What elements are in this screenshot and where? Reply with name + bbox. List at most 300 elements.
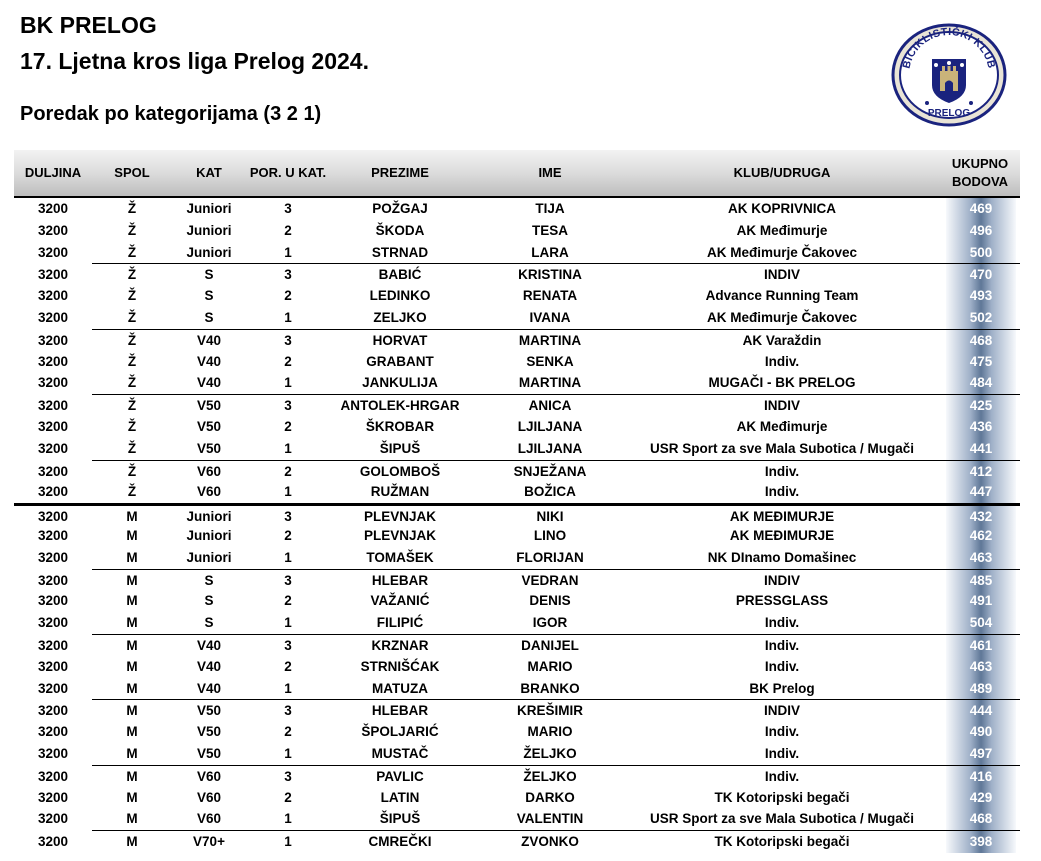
table-row [14,830,1020,852]
cell-por: 1 [284,440,292,456]
page-subtitle: 17. Ljetna kros liga Prelog 2024. [20,48,369,74]
cell-klub: TK Kotoripski begači [714,834,850,850]
col-por-u-kat: POR. U KAT. [249,165,327,180]
cell-spol: Ž [127,398,137,414]
cell-bodovi [946,372,1016,394]
cell-ime: ZVONKO [521,834,579,850]
cell-spol: Ž [127,288,137,304]
points-badge: 463 [946,547,1016,569]
cell-spol: Ž [127,222,137,238]
points-badge: 496 [946,220,1016,242]
cell-duljina: 3200 [37,353,69,369]
cell-ime: MARTINA [518,332,582,348]
club-logo [890,23,1008,127]
table-row [14,307,1020,329]
cell-spol: M [126,703,138,719]
col-ukupno: UKUPNO BODOVA [951,156,1009,189]
cell-ime: MARIO [527,724,573,740]
cell-duljina: 3200 [37,309,69,325]
table-row [14,721,1020,743]
cell-spol: Ž [127,463,137,479]
points-badge: 416 [946,766,1016,788]
cell-por: 1 [284,615,292,631]
table-row [14,285,1020,307]
cell-klub: AK MEĐIMURJE [729,527,835,543]
cell-spol: Ž [127,375,137,391]
cell-kat: V40 [196,658,222,674]
cell-kat: S [204,593,214,609]
points-badge: 502 [946,307,1016,329]
cell-prezime: MATUZA [372,680,428,696]
cell-duljina: 3200 [37,724,69,740]
cell-prezime: JANKULIJA [362,375,438,391]
cell-duljina: 3200 [37,768,69,784]
table-header [14,150,1020,198]
cell-ime: LJILJANA [517,418,583,434]
cell-por: 3 [284,332,292,348]
cell-duljina: 3200 [37,509,69,525]
cell-bodovi [946,678,1016,700]
cell-klub: INDIV [763,398,800,414]
points-badge: 475 [946,351,1016,373]
cell-duljina: 3200 [37,463,69,479]
cell-duljina: 3200 [37,680,69,696]
cell-spol: M [126,745,138,761]
cell-prezime: ŠKODA [375,222,425,238]
cell-duljina: 3200 [37,789,69,805]
cell-kat: Juniori [186,244,232,260]
cell-kat: S [204,615,214,631]
cell-klub: Indiv. [764,745,800,761]
cell-klub: TK Kotoripski begači [714,789,850,805]
cell-por: 1 [284,745,292,761]
cell-spol: M [126,834,138,850]
cell-duljina: 3200 [37,834,69,850]
table-row [14,503,1020,525]
cell-klub: USR Sport za sve Mala Subotica / Mugači [649,811,915,827]
cell-spol: Ž [127,418,137,434]
page-title: BK PRELOG [20,12,157,38]
cell-ime: BOŽICA [524,484,576,500]
points-badge: 468 [946,330,1016,352]
cell-duljina: 3200 [37,332,69,348]
points-badge: 441 [946,438,1016,460]
cell-klub: INDIV [763,703,800,719]
points-badge: 500 [946,242,1016,264]
cell-duljina: 3200 [37,418,69,434]
cell-por: 1 [284,680,292,696]
cell-spol: Ž [127,353,137,369]
cell-klub: Indiv. [764,637,800,653]
cell-ime: BRANKO [520,680,580,696]
cell-prezime: PAVLIC [376,768,424,784]
points-badge: 444 [946,700,1016,722]
points-badge: 484 [946,372,1016,394]
cell-ime: NIKI [536,509,564,525]
cell-klub: Indiv. [764,724,800,740]
points-badge: 461 [946,635,1016,657]
cell-duljina: 3200 [37,244,69,260]
cell-prezime: ŠKROBAR [365,418,435,434]
cell-spol: M [126,527,138,543]
cell-spol: Ž [127,440,137,456]
cell-kat: V50 [196,440,222,456]
cell-bodovi [946,285,1016,307]
cell-ime: SNJEŽANA [513,463,587,479]
cell-bodovi [946,416,1016,438]
table-row [14,525,1020,547]
logo-text-bottom: PRELOG [927,108,971,119]
cell-spol: Ž [127,309,137,325]
cell-prezime: KRZNAR [371,637,429,653]
cell-kat: Juniori [186,509,232,525]
points-badge: 490 [946,721,1016,743]
cell-bodovi [946,590,1016,612]
points-badge: 429 [946,787,1016,809]
cell-por: 2 [284,593,292,609]
cell-prezime: PLEVNJAK [363,527,436,543]
cell-ime: DARKO [525,789,575,805]
cell-klub: INDIV [763,267,800,283]
cell-prezime: HORVAT [372,332,428,348]
cell-kat: Juniori [186,201,232,216]
cell-kat: V40 [196,375,222,391]
cell-ime: FLORIJAN [516,549,584,565]
cell-bodovi [946,547,1016,569]
cell-kat: V60 [196,789,222,805]
points-badge: 425 [946,395,1016,417]
cell-prezime: ŠIPUŠ [379,811,421,827]
cell-spol: M [126,789,138,805]
cell-por: 1 [284,549,292,565]
table-row [14,198,1020,220]
cell-ime: TESA [531,222,568,238]
cell-duljina: 3200 [37,527,69,543]
cell-por: 2 [284,658,292,674]
cell-klub: Indiv. [764,484,800,500]
table-row [14,547,1020,569]
cell-prezime: TOMAŠEK [366,549,434,565]
points-badge: 462 [946,525,1016,547]
cell-duljina: 3200 [37,658,69,674]
cell-por: 1 [284,309,292,325]
cell-klub: PRESSGLASS [735,593,829,609]
cell-por: 2 [284,724,292,740]
cell-por: 2 [284,463,292,479]
points-badge: 436 [946,416,1016,438]
cell-por: 2 [284,353,292,369]
cell-bodovi [946,242,1016,264]
cell-kat: S [204,572,214,588]
cell-spol: M [126,572,138,588]
cell-por: 3 [284,572,292,588]
cell-kat: Juniori [186,527,232,543]
section-title: Poredak po kategorijama (3 2 1) [20,103,322,125]
cell-ime: VEDRAN [521,572,579,588]
cell-por: 2 [284,222,292,238]
cell-spol: Ž [127,332,137,348]
table-row [14,569,1020,591]
col-spol: SPOL [114,165,150,180]
cell-kat: V50 [196,703,222,719]
table-row [14,263,1020,285]
points-badge: 504 [946,612,1016,634]
cell-duljina: 3200 [37,811,69,827]
table-row [14,242,1020,264]
cell-kat: V50 [196,745,222,761]
logo-text-top: BICIKLISTIČKI KLUB [900,25,998,70]
cell-kat: V40 [196,332,222,348]
table-row [14,634,1020,656]
cell-kat: V50 [196,418,222,434]
cell-spol: M [126,680,138,696]
cell-kat: V40 [196,680,222,696]
cell-bodovi [946,264,1016,286]
cell-por: 3 [284,703,292,719]
cell-ime: LINO [533,527,567,543]
points-badge: 485 [946,570,1016,592]
cell-ime: MARTINA [518,375,582,391]
cell-kat: V60 [196,811,222,827]
cell-kat: V60 [196,463,222,479]
cell-ime: KRISTINA [518,267,582,283]
cell-prezime: GRABANT [366,353,434,369]
cell-duljina: 3200 [37,615,69,631]
cell-bodovi [946,787,1016,809]
cell-bodovi [946,700,1016,722]
table-row [14,394,1020,416]
cell-spol: M [126,811,138,827]
cell-klub: AK Varaždin [742,332,822,348]
col-klub: KLUB/UDRUGA [733,165,831,180]
cell-bodovi [946,461,1016,483]
cell-klub: MUGAČI - BK PRELOG [708,375,856,391]
cell-duljina: 3200 [37,484,69,500]
cell-klub: USR Sport za sve Mala Subotica / Mugači [649,440,915,456]
points-badge: 470 [946,264,1016,286]
cell-bodovi [946,808,1016,830]
cell-spol: Ž [127,484,137,500]
points-badge: 463 [946,656,1016,678]
results-table [14,198,1020,852]
cell-por: 2 [284,527,292,543]
cell-bodovi [946,656,1016,678]
cell-bodovi [946,220,1016,242]
cell-ime: SENKA [526,353,574,369]
cell-por: 1 [284,244,292,260]
cell-prezime: ANTOLEK-HRGAR [340,398,460,414]
cell-ime: DENIS [529,593,571,609]
points-badge: 398 [946,831,1016,853]
cell-spol: M [126,509,138,525]
points-badge: 489 [946,678,1016,700]
cell-klub: Indiv. [764,615,800,631]
cell-duljina: 3200 [37,375,69,391]
cell-prezime: STRNIŠĆAK [360,658,440,674]
table-row [14,612,1020,634]
cell-kat: V40 [196,637,222,653]
points-badge: 432 [946,506,1016,528]
cell-spol: M [126,637,138,653]
cell-kat: Juniori [186,222,232,238]
points-badge: 447 [946,481,1016,503]
cell-bodovi [946,570,1016,592]
cell-duljina: 3200 [37,703,69,719]
cell-duljina: 3200 [37,572,69,588]
cell-duljina: 3200 [37,288,69,304]
cell-duljina: 3200 [37,222,69,238]
cell-kat: Juniori [186,549,232,565]
cell-bodovi [946,438,1016,460]
cell-por: 2 [284,288,292,304]
cell-prezime: VAŽANIĆ [370,593,430,609]
cell-ime: MARIO [527,658,573,674]
cell-spol: M [126,724,138,740]
cell-prezime: HLEBAR [371,572,429,588]
cell-ime: DANIJEL [521,637,579,653]
cell-spol: M [126,768,138,784]
cell-klub: Indiv. [764,658,800,674]
cell-prezime: POŽGAJ [372,201,428,216]
table-row [14,590,1020,612]
cell-ime: ŽELJKO [523,768,577,784]
cell-klub: Indiv. [764,353,800,369]
cell-kat: S [204,309,214,325]
cell-bodovi [946,330,1016,352]
cell-duljina: 3200 [37,398,69,414]
cell-spol: Ž [127,244,137,260]
cell-duljina: 3200 [37,593,69,609]
cell-spol: M [126,549,138,565]
cell-prezime: STRNAD [371,244,429,260]
cell-ime: IVANA [529,309,571,325]
cell-por: 3 [284,201,292,216]
cell-duljina: 3200 [37,549,69,565]
cell-prezime: CMREČKI [368,834,432,850]
cell-klub: AK Međimurje [736,418,828,434]
cell-prezime: LEDINKO [369,288,431,304]
points-badge: 493 [946,285,1016,307]
cell-bodovi [946,831,1016,853]
cell-spol: M [126,615,138,631]
cell-bodovi [946,743,1016,765]
cell-kat: V50 [196,724,222,740]
cell-klub: BK Prelog [749,680,815,696]
cell-por: 2 [284,789,292,805]
cell-spol: Ž [127,267,137,283]
points-badge: 468 [946,808,1016,830]
cell-ime: KREŠIMIR [516,703,583,719]
col-ime: IME [538,165,562,180]
cell-klub: AK Međimurje Čakovec [706,244,858,260]
table-row [14,416,1020,438]
cell-duljina: 3200 [37,201,69,216]
cell-ime: IGOR [532,615,568,631]
cell-bodovi [946,481,1016,503]
cell-por: 1 [284,375,292,391]
cell-bodovi [946,198,1016,220]
cell-prezime: PLEVNJAK [363,509,436,525]
cell-kat: V50 [196,398,222,414]
cell-duljina: 3200 [37,267,69,283]
cell-prezime: HLEBAR [371,703,429,719]
cell-klub: AK Međimurje [736,222,828,238]
cell-prezime: ŠPOLJARIĆ [361,724,439,740]
cell-kat: V40 [196,353,222,369]
cell-klub: INDIV [763,572,800,588]
cell-prezime: RUŽMAN [370,484,430,500]
table-row [14,220,1020,242]
cell-klub: Advance Running Team [705,288,859,304]
points-badge: 497 [946,743,1016,765]
table-row [14,743,1020,765]
cell-por: 3 [284,637,292,653]
cell-bodovi [946,766,1016,788]
cell-prezime: FILIPIĆ [376,615,424,631]
table-row [14,460,1020,482]
cell-kat: V70+ [193,834,225,850]
cell-klub: NK DInamo Domašinec [707,549,857,565]
cell-por: 3 [284,509,292,525]
cell-prezime: BABIĆ [378,267,422,283]
table-row [14,787,1020,809]
cell-prezime: GOLOMBOŠ [359,463,441,479]
cell-por: 3 [284,398,292,414]
cell-duljina: 3200 [37,637,69,653]
cell-prezime: LATIN [380,789,420,805]
table-row [14,765,1020,787]
table-row [14,372,1020,394]
points-badge: 469 [946,198,1016,220]
cell-bodovi [946,351,1016,373]
table-row [14,351,1020,373]
cell-prezime: ŠIPUŠ [379,440,421,456]
cell-bodovi [946,612,1016,634]
cell-klub: AK KOPRIVNICA [727,201,836,216]
cell-ime: LARA [531,244,569,260]
cell-bodovi [946,721,1016,743]
cell-kat: V60 [196,484,222,500]
cell-klub: Indiv. [764,463,800,479]
cell-kat: S [204,267,214,283]
cell-ime: ANICA [528,398,572,414]
cell-por: 2 [284,418,292,434]
cell-bodovi [946,525,1016,547]
cell-klub: AK MEĐIMURJE [729,509,835,525]
cell-ime: ŽELJKO [523,745,577,761]
col-prezime: PREZIME [371,165,429,180]
points-badge: 491 [946,590,1016,612]
cell-spol: M [126,658,138,674]
cell-bodovi [946,307,1016,329]
cell-ime: RENATA [522,288,578,304]
cell-klub: AK Međimurje Čakovec [706,309,858,325]
cell-kat: S [204,288,214,304]
cell-por: 1 [284,484,292,500]
cell-klub: Indiv. [764,768,800,784]
cell-kat: V60 [196,768,222,784]
table-row [14,808,1020,830]
table-row [14,438,1020,460]
cell-por: 1 [284,834,292,850]
cell-por: 3 [284,267,292,283]
cell-prezime: MUSTAČ [371,745,429,761]
cell-por: 3 [284,768,292,784]
cell-duljina: 3200 [37,745,69,761]
col-duljina: DULJINA [24,165,82,180]
cell-spol: Ž [127,201,137,216]
cell-ime: LJILJANA [517,440,583,456]
